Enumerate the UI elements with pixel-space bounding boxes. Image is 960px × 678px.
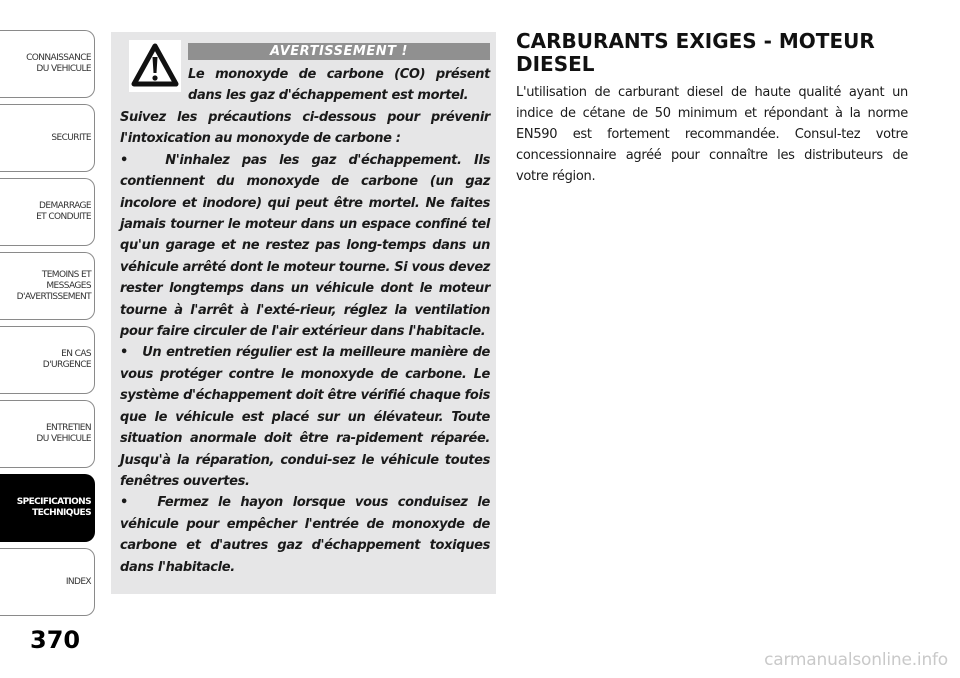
warning-bullet: • Un entretien régulier est la meilleure manière de vous protéger contre le monoxyde de carbone. Le système d'échappement doit être vérifié chaque fois que le véhicule est placé sur un élévateur. Toute situation anormale doit être ra-pidement réparée. Jusqu'à la réparation, condui-sez le véhicule toutes fenêtres ouvertes. [120, 345, 490, 489]
tab-en-cas-d-urgence[interactable]: EN CAS D'URGENCE [0, 326, 95, 394]
tab-demarrage-et-conduite[interactable]: DEMARRAGE ET CONDUITE [0, 178, 95, 246]
tab-index[interactable]: INDEX [0, 548, 95, 616]
warning-bullet: • N'inhalez pas les gaz d'échappement. Ils contiennent du monoxyde de carbone (un gaz incolore et inodore) qui peut être mortel. Ne faites jamais tourner le moteur dans un espace confiné tel qu'un garage et ne restez pas long-temps dans un véhicule arrêté dont le moteur tourne. Si vous devez rester longtemps dans un véhicule dont le moteur tourne à l'arrêt à l'exté-rieur, réglez la ventilation pour faire circuler de l'air extérieur dans l'habitacle. [120, 152, 490, 340]
tab-temoins-et-messages[interactable]: TEMOINS ET MESSAGES D'AVERTISSEMENT [0, 252, 95, 320]
section-body: L'utilisation de carburant diesel de haute qualité ayant un indice de cétane de 50 minimum et répondant à la norme EN590 est fortement recommandée. Consul-tez votre concessionnaire agréé pour connaître les distributeurs de votre région. [516, 85, 908, 184]
warning-triangle-icon [129, 40, 181, 92]
watermark: carmanualsonline.info [764, 650, 948, 670]
warning-intro: Suivez les précautions ci-dessous pour prévenir l'intoxication au monoxyde de carbone : [120, 110, 490, 147]
warning-box [111, 32, 496, 594]
section-title: CARBURANTS EXIGES - MOTEUR DIESEL [516, 29, 875, 76]
tab-entretien-du-vehicule[interactable]: ENTRETIEN DU VEHICULE [0, 400, 95, 468]
tab-securite[interactable]: SECURITE [0, 104, 95, 172]
warning-title: AVERTISSEMENT ! [188, 43, 490, 60]
warning-body [120, 107, 490, 578]
diesel-fuel-section [516, 30, 908, 187]
warning-bullet: • Fermez le hayon lorsque vous conduisez le véhicule pour empêcher l'entrée de monoxyde de carbone et d'autres gaz d'échappement toxiques dans l'habitacle. [120, 495, 490, 575]
page-number: 370 [30, 626, 81, 654]
warning-lead-text: Le monoxyde de carbone (CO) présent dans les gaz d'échappement est mortel. [188, 67, 490, 104]
tab-connaissance-du-vehicule[interactable]: CONNAISSANCE DU VEHICULE [0, 30, 95, 98]
tab-specifications-techniques[interactable]: SPECIFICATIONS TECHNIQUES [0, 474, 95, 542]
